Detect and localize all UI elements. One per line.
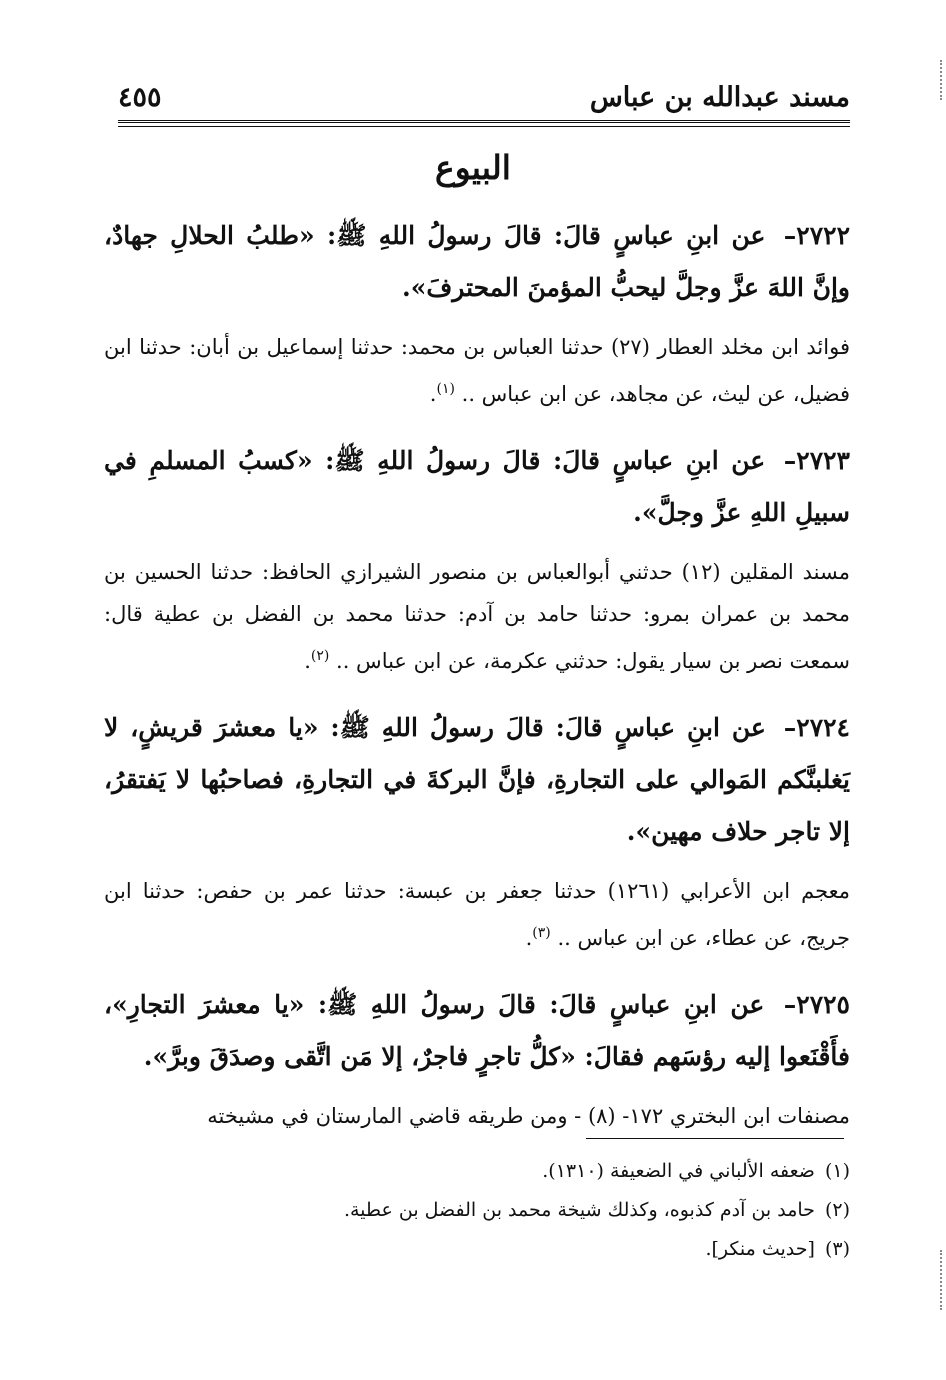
hadith-2722: [104, 210, 850, 314]
hadith-text: عن ابنِ عباسٍ قالَ: قالَ رسولُ اللهِ ﷺ: «كسبُ المسلمِ في سبيلِ اللهِ عزَّ وجلَّ».: [104, 446, 850, 527]
footnote-number: (١): [824, 1160, 850, 1182]
footnote-number: (٣): [824, 1238, 850, 1260]
footnote-2: [104, 1191, 850, 1230]
footnote-rule: [586, 1138, 844, 1139]
footnote-3: [104, 1230, 850, 1269]
page-number: ٤٥٥: [118, 82, 162, 113]
book-title: مسند عبدالله بن عباس: [589, 82, 850, 113]
hadith-source: مسند المقلين (١٢) حدثني أبوالعباس بن منصور الشيرازي الحافظ: حدثنا الحسين بن محمد بن عمران بمرو: حدثنا حامد بن آدم: حدثنا محمد بن الفضل بن عطية قال: سمعت نصر بن سيار يقول: حدثني عكرمة، عن ابن عباس .. $^{(٢)}$.: [104, 560, 850, 673]
source-text: مسند المقلين (١٢) حدثني أبوالعباس بن منصور الشيرازي الحافظ: حدثنا الحسين بن محمد بن عمران بمرو: حدثنا حامد بن آدم: حدثنا محمد بن الفضل بن عطية قال: سمعت نصر بن سيار يقول: حدثني عكرمة، عن ابن عباس ..: [104, 560, 850, 673]
footnote-ref: (٣): [532, 925, 551, 941]
hadith-2724: [104, 702, 850, 858]
hadith-number: ٢٧٢٢–: [783, 221, 850, 250]
source-text: معجم ابن الأعرابي (١٢٦١) حدثنا جعفر بن عبسة: حدثنا عمر بن حفص: حدثنا ابن جريج، عن عطاء، عن ابن عباس ..: [104, 879, 851, 950]
margin-scan-marks: [937, 60, 942, 100]
hadith-text: عن ابنِ عباسٍ قالَ: قالَ رسولُ اللهِ ﷺ: «يا معشرَ التجارِ»، فأَقْنَعوا إليه رؤسَهم فقالَ: «كلُّ تاجرٍ فاجرٌ، إلا مَن اتَّقى وصدَقَ وبرَّ».: [104, 990, 850, 1071]
hadith-source: معجم ابن الأعرابي (١٢٦١) حدثنا جعفر بن عبسة: حدثنا عمر بن حفص: حدثنا ابن جريج، عن عطاء، عن ابن عباس .. $^{(٣)}$.: [104, 879, 851, 950]
section-title: البيوع: [435, 148, 511, 187]
footnote-text: [حديث منكر].: [705, 1238, 815, 1260]
hadith-source: [104, 1095, 850, 1137]
hadith-2723: [104, 435, 850, 539]
header-rule: [118, 120, 850, 127]
footnote-ref: (٢): [310, 648, 330, 664]
hadith-number: ٢٧٢٣–: [783, 446, 850, 475]
hadith-text: عن ابنِ عباسٍ قالَ: قالَ رسولُ اللهِ ﷺ: «طلبُ الحلالِ جهادٌ، وإنَّ اللهَ عزَّ وجلَّ ليحبُّ المؤمنَ المحترفَ».: [104, 221, 850, 302]
hadith-text: عن ابنِ عباسٍ قالَ: قالَ رسولُ اللهِ ﷺ: «يا معشرَ قريشٍ، لا يَغلبنَّكم المَوالي على التجارةِ، فإنَّ البركةَ في التجارةِ، فصاحبُها لا يَفتقرُ، إلا تاجر حلاف مهين».: [104, 713, 850, 846]
footnotes: [104, 1152, 850, 1269]
running-header: [118, 78, 850, 118]
footnote-text: حامد بن آدم كذبوه، وكذلك شيخة محمد بن الفضل بن عطية.: [343, 1199, 815, 1221]
hadith-source: فوائد ابن مخلد العطار (٢٧) حدثنا العباس بن محمد: حدثنا إسماعيل بن أبان: حدثنا ابن فضيل، عن ليث، عن مجاهد، عن ابن عباس .. $^{(١)}$.: [104, 335, 850, 406]
footnote-text: ضعفه الألباني في الضعيفة (١٣١٠).: [542, 1160, 815, 1182]
margin-scan-marks: [937, 1250, 942, 1310]
hadith-number: ٢٧٢٥–: [783, 990, 850, 1019]
source-text: فوائد ابن مخلد العطار (٢٧) حدثنا العباس بن محمد: حدثنا إسماعيل بن أبان: حدثنا ابن فضيل، عن ليث، عن مجاهد، عن ابن عباس ..: [104, 335, 850, 406]
footnote-1: [104, 1152, 850, 1191]
hadith-2725: [104, 979, 850, 1083]
footnote-ref: (١): [436, 381, 455, 397]
hadith-number: ٢٧٢٤–: [783, 713, 850, 742]
footnote-number: (٢): [824, 1199, 850, 1221]
source-text: مصنفات ابن البختري ١٧٢- (٨) - ومن طريقه قاضي المارستان في مشيخته: [207, 1104, 850, 1128]
page-body: [104, 210, 850, 1137]
